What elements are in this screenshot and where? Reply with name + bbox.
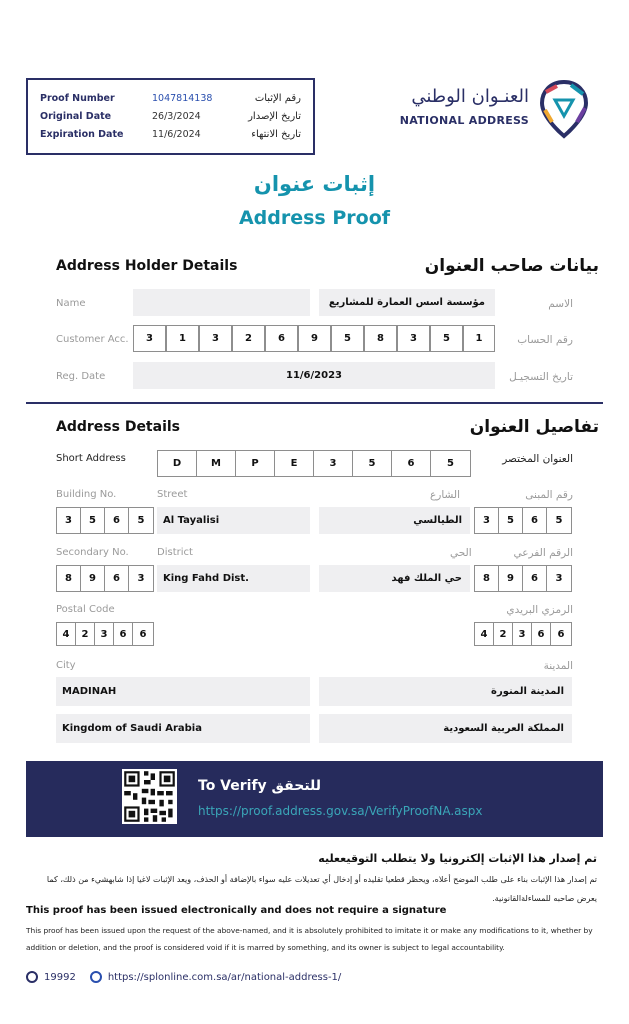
secondary-label-ar: الرقم الفرعي — [513, 547, 573, 559]
title-arabic: إثبات عنوان — [253, 172, 376, 196]
postal-digit: 6 — [132, 622, 154, 646]
secondary-digits-ar — [474, 565, 572, 592]
building-digit: 5 — [546, 507, 572, 534]
verify-title: To Verify للتحقق — [198, 778, 322, 794]
country-english-field: Kingdom of Saudi Arabia — [56, 714, 310, 743]
account-digit: 5 — [430, 325, 463, 352]
country-arabic-field: المملكة العربية السعودية — [319, 714, 572, 743]
account-digit: 1 — [463, 325, 495, 352]
street-english-field: Al Tayalisi — [157, 507, 310, 534]
secondary-digit: 9 — [80, 565, 105, 592]
notice-body-ar: تم إصدار هذا الإثبات بناء على طلب الموضح أعلاه، ويحظر قطعيا تقليده أو إدخال أي تعديلات عليه سواء بالإضافة أو الحذف، ويعد الإثبات لاغيا إذا شابهشيء من ذلك، كما يعرض صاحبه للمساءلةالقانونية. — [46, 875, 597, 903]
postal-digit: 6 — [531, 622, 551, 646]
building-digit: 3 — [474, 507, 499, 534]
short-address-char: P — [235, 450, 275, 477]
phone-icon — [26, 971, 38, 983]
secondary-digit: 9 — [498, 565, 523, 592]
short-address-char: E — [274, 450, 314, 477]
postal-digit: 2 — [75, 622, 95, 646]
verify-banner — [26, 761, 603, 837]
account-digit: 3 — [199, 325, 232, 352]
city-label-ar: المدينة — [543, 660, 573, 672]
account-digit: 2 — [232, 325, 265, 352]
proof-number-label: Proof Number — [40, 93, 115, 104]
account-label: Customer Acc. — [56, 334, 129, 345]
secondary-label: Secondary No. — [56, 547, 129, 558]
verify-link[interactable]: https://proof.address.gov.sa/VerifyProofNA.aspx — [198, 804, 483, 818]
location-pin-icon — [537, 78, 591, 140]
account-digit: 3 — [397, 325, 430, 352]
building-label: Building No. — [56, 489, 117, 500]
account-digit: 1 — [166, 325, 199, 352]
short-address-char: 3 — [313, 450, 353, 477]
logo-arabic-text: العنـوان الوطني — [411, 86, 529, 107]
postal-digit: 3 — [512, 622, 532, 646]
secondary-digit: 8 — [474, 565, 499, 592]
section-divider — [26, 402, 603, 404]
building-digit: 3 — [56, 507, 81, 534]
footer — [26, 971, 341, 983]
postal-digits — [56, 622, 154, 646]
expiration-date-value: 11/6/2024 — [152, 129, 201, 140]
short-address-char: M — [196, 450, 236, 477]
logo-english-text: NATIONAL ADDRESS — [399, 114, 529, 127]
street-label: Street — [157, 489, 188, 500]
holder-heading: Address Holder Details — [56, 258, 238, 274]
postal-digit: 6 — [550, 622, 572, 646]
proof-info-box — [26, 78, 315, 155]
notice-title: This proof has been issued electronically and does not require a signature — [26, 905, 447, 916]
district-english-field: King Fahd Dist. — [157, 565, 310, 592]
qr-code-icon[interactable] — [122, 769, 177, 824]
proof-number-value: 1047814138 — [152, 93, 213, 104]
district-label: District — [157, 547, 193, 558]
building-digit: 5 — [80, 507, 105, 534]
short-address-char: 5 — [430, 450, 471, 477]
footer-phone[interactable]: 19992 — [44, 971, 76, 983]
building-label-ar: رقم المبنى — [525, 489, 573, 501]
short-address-char: 6 — [391, 450, 431, 477]
secondary-digit: 3 — [546, 565, 572, 592]
reg-date-field: 11/6/2023 — [133, 362, 495, 389]
street-label-ar: الشارع — [430, 489, 461, 501]
account-digit: 5 — [331, 325, 364, 352]
postal-digit: 4 — [56, 622, 76, 646]
title-english: Address Proof — [238, 207, 391, 229]
building-digit: 5 — [128, 507, 154, 534]
short-address-label: Short Address — [56, 453, 126, 464]
address-heading: Address Details — [56, 419, 181, 435]
proof-number-row — [28, 93, 313, 111]
reg-date-label-ar: تاريخ التسجيـل — [509, 371, 573, 383]
expiration-date-label: Expiration Date — [40, 129, 124, 140]
expiration-date-label-ar: تاريخ الانتهاء — [251, 129, 301, 140]
account-digit: 9 — [298, 325, 331, 352]
footer-url[interactable]: https://splonline.com.sa/ar/national-address-1/ — [107, 971, 342, 983]
secondary-digit: 6 — [522, 565, 547, 592]
building-digits — [56, 507, 154, 534]
account-digit: 6 — [265, 325, 298, 352]
building-digit: 6 — [104, 507, 129, 534]
city-arabic-field: المدينة المنورة — [319, 677, 572, 706]
original-date-label: Original Date — [40, 111, 112, 122]
proof-number-label-ar: رقم الإثبات — [254, 93, 301, 104]
name-label: Name — [56, 298, 86, 309]
postal-label: Postal Code — [56, 604, 115, 615]
postal-digit: 4 — [474, 622, 494, 646]
holder-heading-ar: بيانات صاحب العنوان — [424, 256, 599, 276]
postal-label-ar: الرمزي البريدي — [506, 604, 573, 616]
original-date-value: 26/3/2024 — [152, 111, 201, 122]
building-digits-ar — [474, 507, 572, 534]
account-digits — [133, 325, 495, 352]
account-digit: 8 — [364, 325, 397, 352]
reg-date-label: Reg. Date — [56, 371, 106, 382]
postal-digit: 2 — [493, 622, 513, 646]
street-arabic-field: الطيالسي — [319, 507, 470, 534]
expiration-date-row — [28, 129, 313, 147]
account-digit: 3 — [133, 325, 166, 352]
building-digit: 6 — [522, 507, 547, 534]
city-label: City — [56, 660, 76, 671]
name-label-ar: الاسم — [548, 298, 573, 310]
account-label-ar: رقم الحساب — [517, 334, 573, 346]
name-english-field — [133, 289, 310, 316]
short-address-char: 5 — [352, 450, 392, 477]
secondary-digit: 8 — [56, 565, 81, 592]
short-address-label-ar: العنوان المختصر — [502, 453, 573, 465]
postal-digits-ar — [474, 622, 572, 646]
secondary-digits — [56, 565, 154, 592]
building-digit: 5 — [498, 507, 523, 534]
city-english-field: MADINAH — [56, 677, 310, 706]
short-address-chars — [157, 450, 471, 477]
secondary-digit: 6 — [104, 565, 129, 592]
district-label-ar: الحي — [450, 547, 472, 559]
notice-body: This proof has been issued upon the request of the above-named, and it is absolutely prohibited to imitate it or make any modifications to it, whether by addition or deletion, and the proof is considered void if it is marred by something, and its owner is subject to legal accountability. — [26, 926, 593, 952]
globe-icon — [90, 971, 102, 983]
original-date-label-ar: تاريخ الإصدار — [248, 111, 301, 122]
notice-title-ar: تم إصدار هذا الإثبات إلكترونيا ولا يتطلب التوقيععليه — [318, 852, 597, 865]
secondary-digit: 3 — [128, 565, 154, 592]
postal-digit: 6 — [113, 622, 133, 646]
district-arabic-field: حي الملك فهد — [319, 565, 470, 592]
name-arabic-field: مؤسسة اسس العمارة للمشاريع — [319, 289, 495, 316]
postal-digit: 3 — [94, 622, 114, 646]
original-date-row — [28, 111, 313, 129]
address-heading-ar: تفاصيل العنوان — [469, 417, 599, 437]
short-address-char: D — [157, 450, 197, 477]
